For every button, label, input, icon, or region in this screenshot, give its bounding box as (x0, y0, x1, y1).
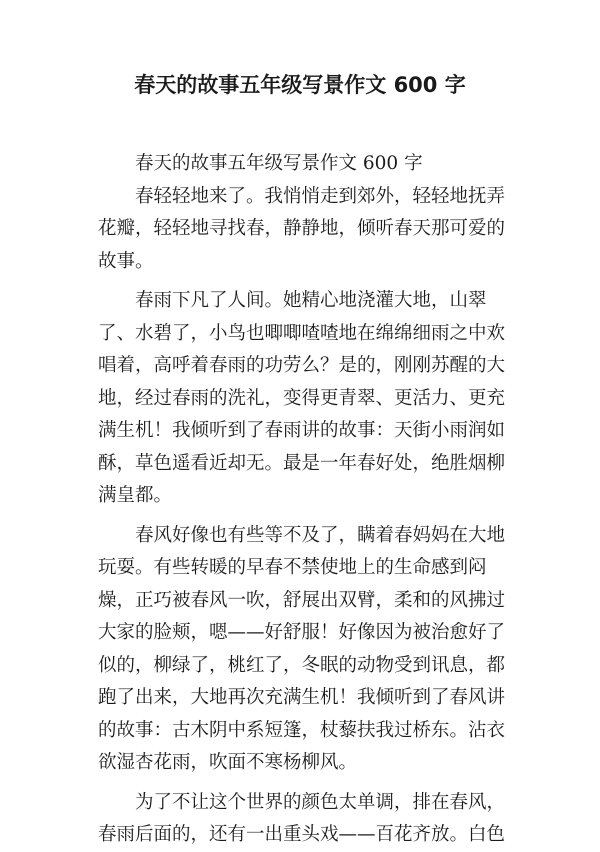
paragraph-4: 为了不让这个世界的颜色太单调，排在春风，春雨后面的，还有一出重头戏——百花齐放。白色 (98, 791, 506, 845)
essay-heading-line: 春天的故事五年级写景作文 600 字 (135, 153, 423, 174)
paragraph-2: 春雨下凡了人间。她精心地浇灌大地，山翠了、水碧了，小鸟也唧唧喳喳地在绵绵细雨之中欢唱着，高呼着春雨的功劳么？是的，刚刚苏醒的大地，经过春雨的洗礼，变得更青翠、更活力、更充满生机！我倾听到了春雨讲的故事：天街小雨润如酥，草色遥看近却无。最是一年春好处，绝胜烟柳满皇都。 (98, 290, 506, 506)
paragraph-3: 春风好像也有些等不及了，瞒着春妈妈在大地玩耍。有些转暖的早春不禁使地上的生命感到闷燥，正巧被春风一吹，舒展出双臂，柔和的风拂过大家的脸颊，嗯——好舒服！好像因为被治愈好了似的，柳绿了，桃红了，冬眠的动物受到讯息，都跑了出来，大地再次充满生机！我倾听到了春风讲的故事：古木阴中系短篷，杖藜扶我过桥东。沾衣欲湿杏花雨，吹面不寒杨柳风。 (98, 524, 506, 773)
document-title: 春天的故事五年级写景作文 600 字 (134, 73, 466, 97)
paragraph-1: 春轻轻地来了。我悄悄走到郊外，轻轻地抚弄花瓣，轻轻地寻找春，静静地，倾听春天那可爱的故事。 (98, 185, 506, 272)
document-body (98, 148, 512, 852)
